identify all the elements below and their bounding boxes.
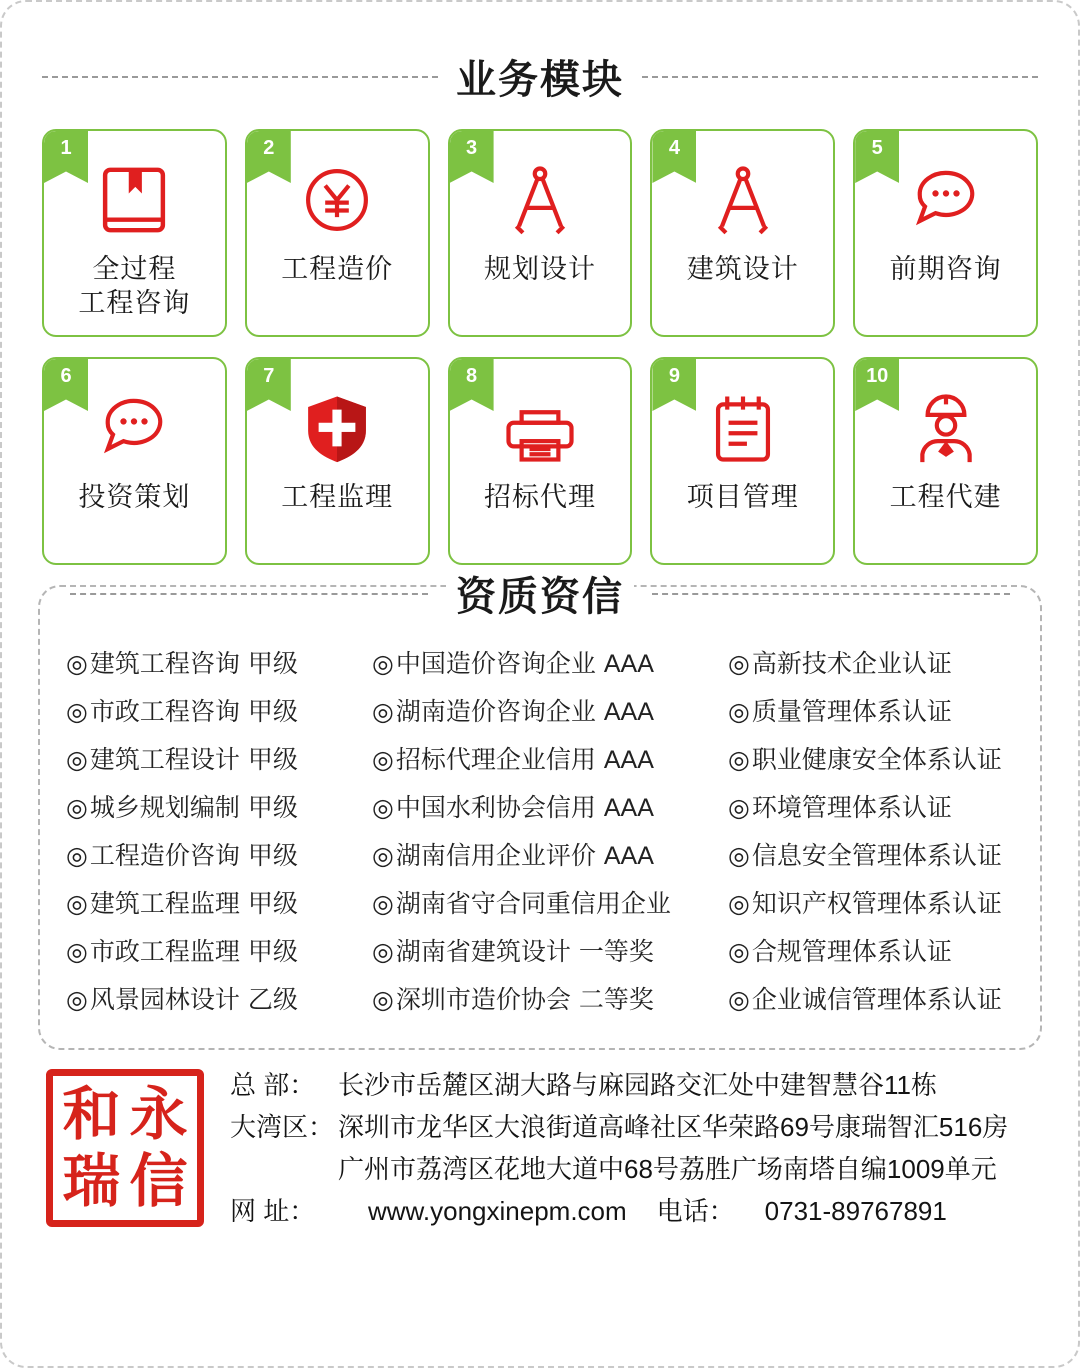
- modules-title: 业务模块: [456, 58, 624, 102]
- qualifications-section-header: [40, 565, 1040, 622]
- list-item: ◎湖南信用企业评价 AAA: [372, 842, 654, 870]
- web-line: [230, 1190, 1038, 1232]
- module-card-10[interactable]: [853, 357, 1038, 565]
- bay-address-line: [230, 1106, 1038, 1148]
- module-number: 4: [668, 137, 680, 159]
- list-item: ◎信息安全管理体系认证: [728, 842, 1002, 870]
- list-item: ◎工程造价咨询 甲级: [66, 842, 298, 870]
- hq-label: 总 部：: [230, 1070, 316, 1100]
- compass-icon: [701, 157, 785, 243]
- module-card-6[interactable]: [42, 357, 227, 565]
- bay-address-2: 广州市荔湾区花地大道中68号荔胜广场南塔自编1009单元: [338, 1154, 997, 1185]
- module-label: 规划设计: [483, 254, 596, 284]
- speech-bubble-icon: [92, 385, 176, 471]
- seal-char-3: 瑞: [62, 1148, 121, 1214]
- shield-icon: [295, 385, 379, 471]
- module-card-2[interactable]: [245, 129, 430, 337]
- module-number: 8: [466, 365, 478, 387]
- module-label: 建筑设计: [686, 254, 799, 284]
- module-card-4[interactable]: [650, 129, 835, 337]
- list-item: ◎风景园林设计 乙级: [66, 986, 298, 1014]
- module-number: 1: [60, 137, 72, 159]
- divider-left: [42, 76, 438, 78]
- module-number: 3: [466, 137, 478, 159]
- bay-label: 大湾区：: [230, 1112, 335, 1143]
- modules-grid: [2, 105, 1078, 565]
- module-label: 招标代理: [483, 482, 596, 512]
- bay-address-line-2: [230, 1148, 1038, 1190]
- module-card-7[interactable]: [245, 357, 430, 565]
- divider-right: [652, 593, 1010, 595]
- list-item: ◎湖南省守合同重信用企业: [372, 890, 671, 918]
- list-item: ◎市政工程咨询 甲级: [66, 698, 298, 726]
- bay-address: 深圳市龙华区大浪街道高峰社区华荣路69号康瑞智汇516房: [338, 1112, 1009, 1143]
- qualifications-title: 资质资信: [446, 565, 634, 622]
- speech-bubble-icon: [904, 157, 988, 243]
- divider-right: [642, 76, 1038, 78]
- qualifications-columns: [40, 622, 1040, 1024]
- list-item: ◎建筑工程咨询 甲级: [66, 650, 298, 678]
- website-link[interactable]: www.yongxinepm.com: [368, 1196, 627, 1227]
- module-label: 工程造价: [281, 254, 394, 284]
- contact-block: [230, 1064, 1038, 1232]
- module-number: 6: [60, 365, 72, 387]
- list-item: ◎质量管理体系认证: [728, 698, 952, 726]
- module-label: 工程监理: [281, 482, 394, 512]
- qualifications-column-1: [66, 640, 366, 1024]
- notepad-icon: [701, 385, 785, 471]
- seal-char-1: 和: [62, 1081, 121, 1147]
- list-item: ◎湖南造价咨询企业 AAA: [372, 698, 654, 726]
- list-item: ◎企业诚信管理体系认证: [728, 986, 1002, 1014]
- list-item: ◎知识产权管理体系认证: [728, 890, 1002, 918]
- hq-address: 长沙市岳麓区湖大路与麻园路交汇处中建智慧谷11栋: [338, 1070, 937, 1100]
- modules-section-header: [2, 2, 1078, 105]
- module-card-5[interactable]: [853, 129, 1038, 337]
- module-card-8[interactable]: [448, 357, 633, 565]
- modules-row-2: [42, 357, 1038, 565]
- list-item: ◎职业健康安全体系认证: [728, 746, 1002, 774]
- list-item: ◎市政工程监理 甲级: [66, 938, 298, 966]
- list-item: ◎建筑工程监理 甲级: [66, 890, 298, 918]
- list-item: ◎中国水利协会信用 AAA: [372, 794, 654, 822]
- qualifications-column-2: [372, 640, 722, 1024]
- module-label: 项目管理: [686, 482, 799, 512]
- list-item: ◎环境管理体系认证: [728, 794, 952, 822]
- module-label: 前期咨询: [889, 254, 1002, 284]
- list-item: ◎城乡规划编制 甲级: [66, 794, 298, 822]
- module-number: 9: [668, 365, 680, 387]
- module-label: 投资策划: [78, 482, 191, 512]
- module-number: 5: [871, 137, 883, 159]
- book-icon: [92, 157, 176, 243]
- company-seal: [46, 1069, 204, 1227]
- list-item: ◎湖南省建筑设计 一等奖: [372, 938, 654, 966]
- module-card-3[interactable]: [448, 129, 633, 337]
- list-item: ◎建筑工程设计 甲级: [66, 746, 298, 774]
- list-item: ◎高新技术企业认证: [728, 650, 952, 678]
- seal-char-2: 永: [129, 1081, 188, 1147]
- module-number: 2: [263, 137, 275, 159]
- hq-address-line: [230, 1064, 1038, 1106]
- list-item: ◎招标代理企业信用 AAA: [372, 746, 654, 774]
- web-label: 网 址：: [230, 1196, 316, 1227]
- module-card-9[interactable]: [650, 357, 835, 565]
- footer: [2, 1050, 1078, 1232]
- module-number: 7: [263, 365, 275, 387]
- list-item: ◎合规管理体系认证: [728, 938, 952, 966]
- module-label: 全过程 工程咨询: [78, 254, 191, 318]
- divider-left: [70, 593, 428, 595]
- module-number: 10: [866, 365, 889, 387]
- list-item: ◎深圳市造价协会 二等奖: [372, 986, 654, 1014]
- printer-icon: [498, 385, 582, 471]
- compass-icon: [498, 157, 582, 243]
- modules-row-1: [42, 129, 1038, 337]
- list-item: ◎中国造价咨询企业 AAA: [372, 650, 654, 678]
- yuan-circle-icon: [295, 157, 379, 243]
- seal-char-4: 信: [129, 1148, 188, 1214]
- qualifications-panel: [38, 575, 1042, 1050]
- module-card-1[interactable]: [42, 129, 227, 337]
- worker-icon: [904, 385, 988, 471]
- tel-number: 0731-89767891: [764, 1196, 947, 1227]
- tel-label: 电话：: [656, 1196, 735, 1227]
- module-label: 工程代建: [889, 482, 1002, 512]
- qualifications-column-3: [728, 640, 1014, 1024]
